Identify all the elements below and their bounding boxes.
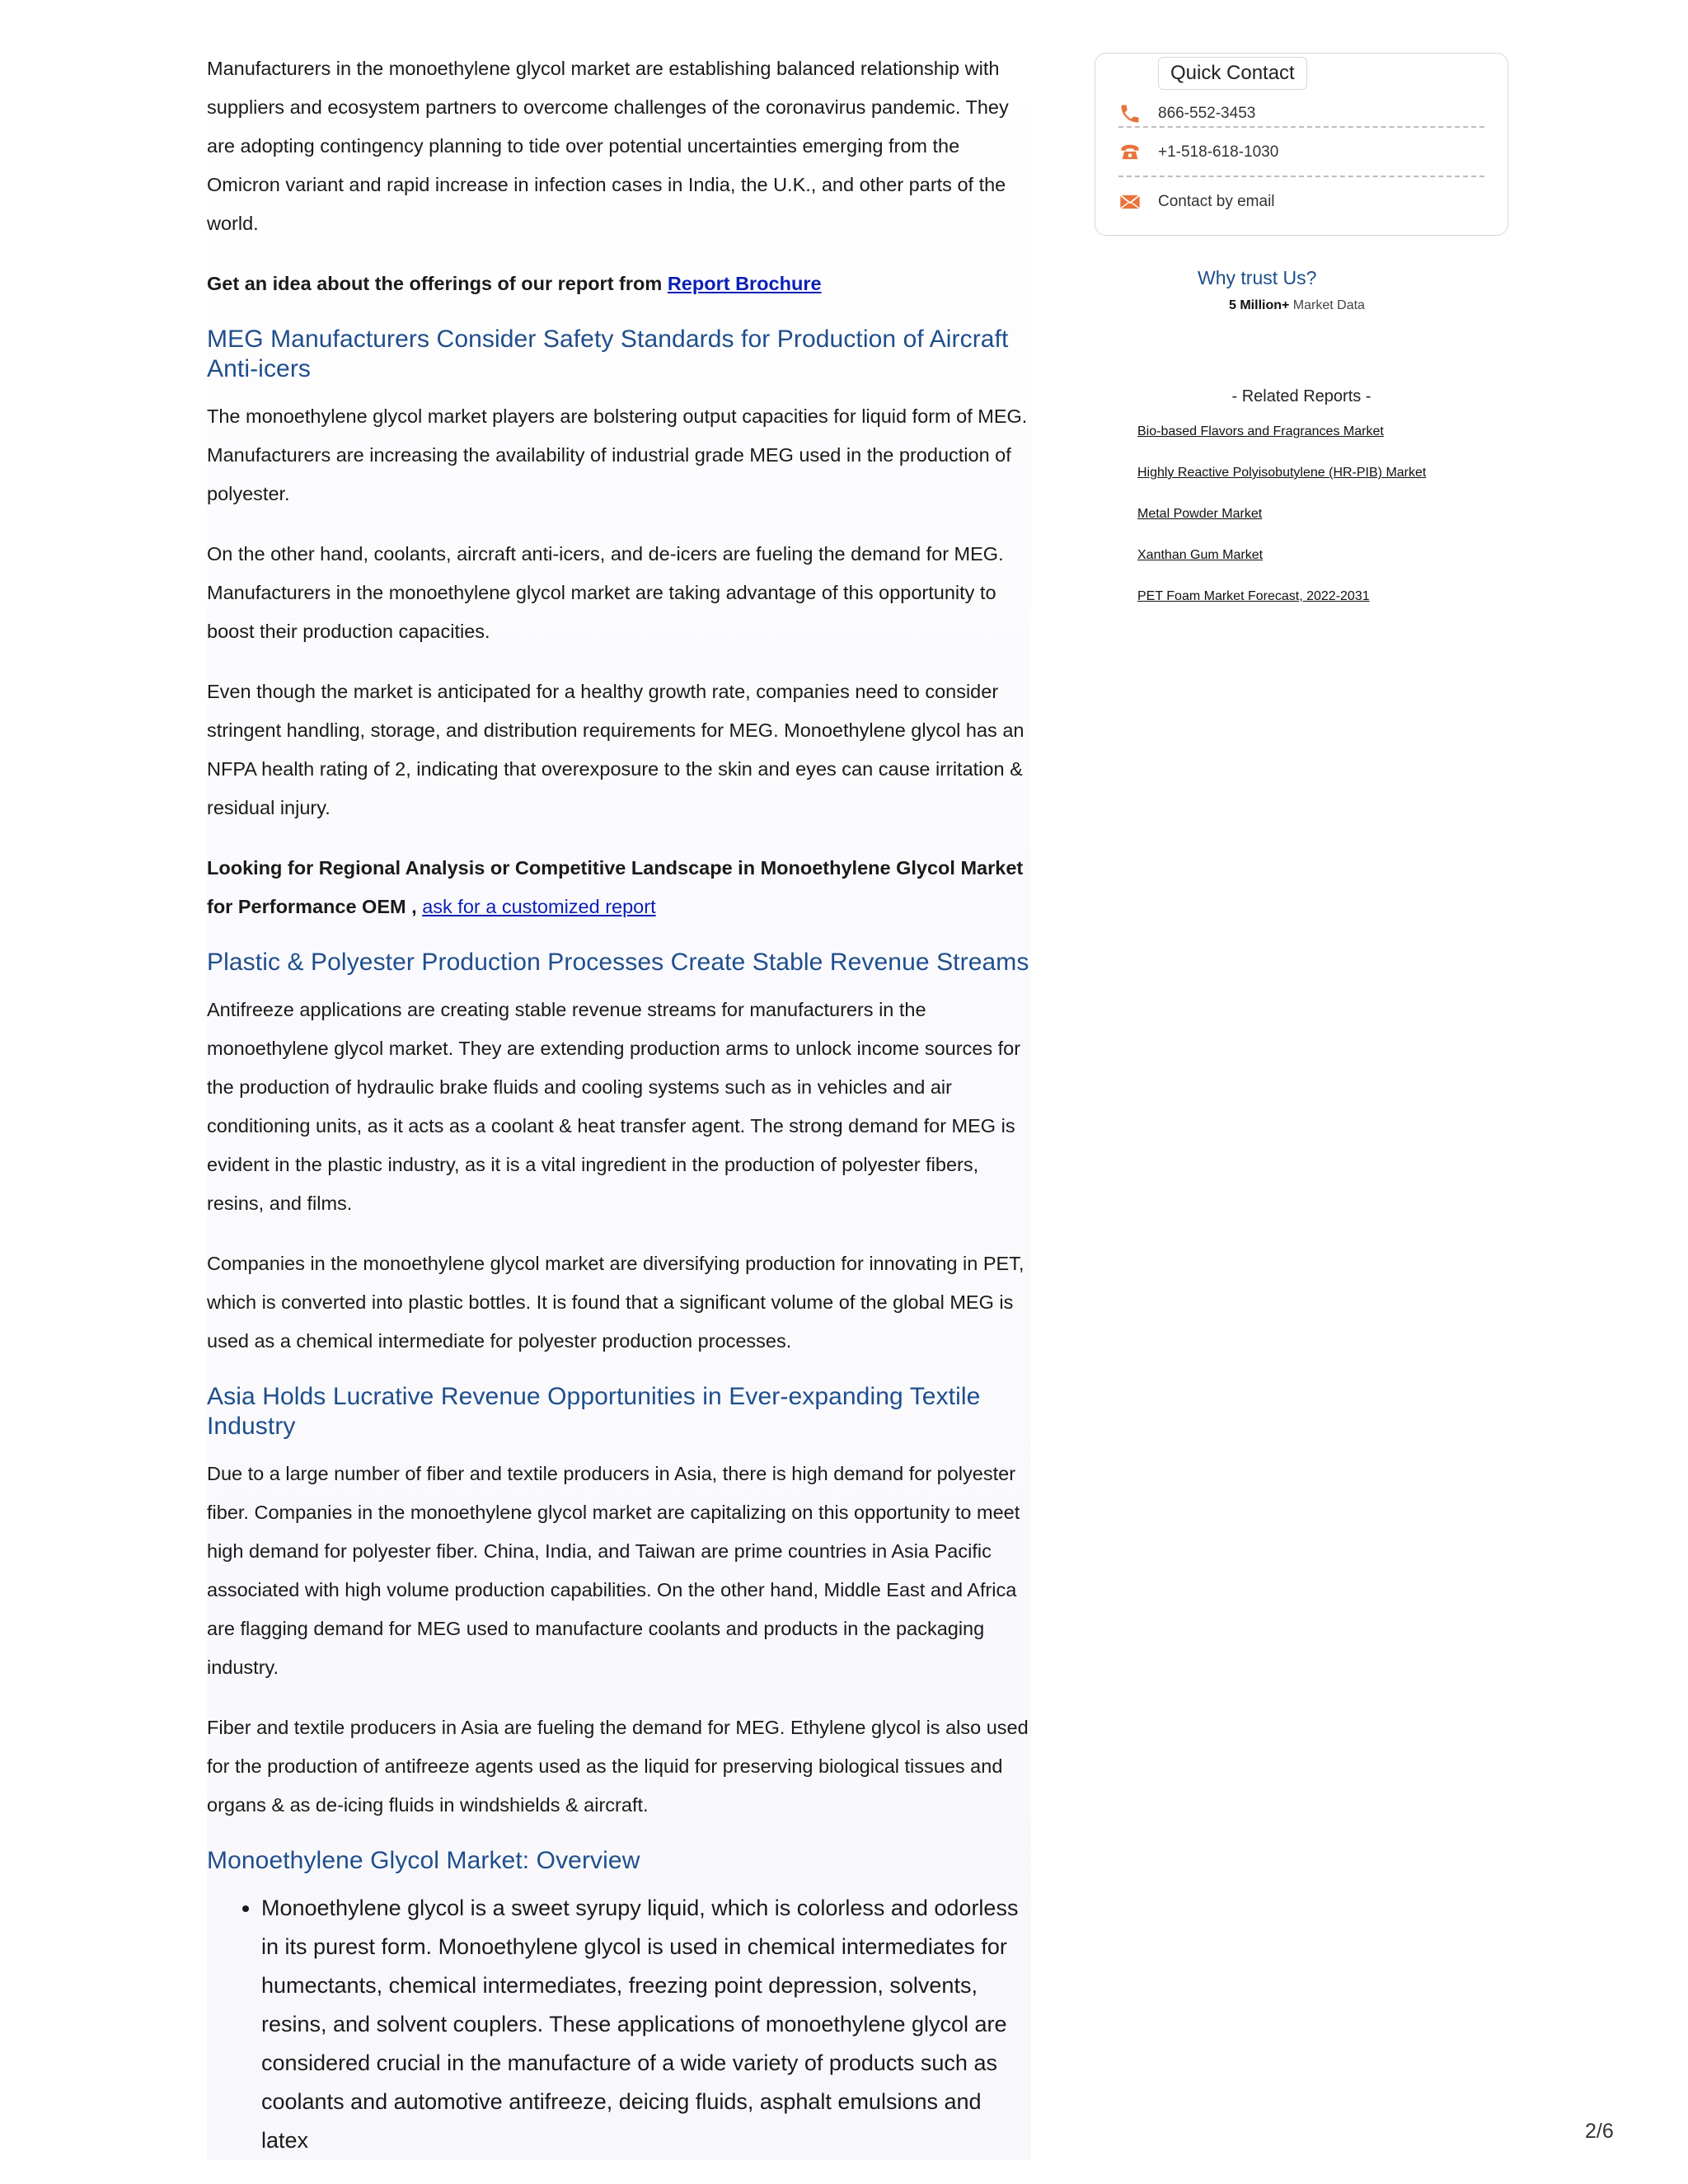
related-reports bbox=[1095, 387, 1508, 630]
phone-row-2[interactable] bbox=[1118, 126, 1484, 177]
related-report-link[interactable]: PET Foam Market Forecast, 2022-2031 bbox=[1137, 589, 1370, 603]
quick-contact-box bbox=[1095, 53, 1508, 236]
related-report-link[interactable]: Bio-based Flavors and Fragrances Market bbox=[1137, 424, 1384, 438]
safety-paragraph-3: Even though the market is anticipated for a healthy growth rate, companies need to consider stringent handling, storage, and distribution requirements for MEG. Monoethylene glycol has an NFPA health rating of 2, indicating that overexposure to the skin and eyes can cause irritation & residual injury. bbox=[207, 681, 1025, 818]
report-brochure-link[interactable]: Report Brochure bbox=[667, 273, 822, 294]
related-report-link[interactable]: Xanthan Gum Market bbox=[1137, 548, 1264, 562]
email-icon bbox=[1118, 190, 1142, 213]
sidebar bbox=[1095, 53, 1508, 603]
contact-by-email: Contact by email bbox=[1158, 193, 1275, 210]
asia-paragraph-2: Fiber and textile producers in Asia are fueling the demand for MEG. Ethylene glycol is also used for the production of antifreeze agents used as the liquid for preserving biological tissues and organs & as de-icing fluids in windshields & aircraft. bbox=[207, 1717, 1029, 1816]
why-trust-title: Why trust Us? bbox=[1198, 267, 1317, 288]
brochure-lead-text: Get an idea about the offerings of our report from bbox=[207, 273, 663, 294]
phone-number-2: +1-518-618-1030 bbox=[1158, 143, 1279, 161]
related-report-link[interactable]: Highly Reactive Polyisobutylene (HR-PIB) Market bbox=[1137, 466, 1427, 480]
safety-paragraph-2: On the other hand, coolants, aircraft anti-icers, and de-icers are fueling the demand for MEG. Manufacturers in the monoethylene glycol market are taking advantage of this opportunity to boost their production capacities. bbox=[207, 543, 1004, 642]
market-data-stat bbox=[1229, 298, 1365, 313]
custom-report-callout bbox=[207, 849, 1031, 926]
overview-bullet: • Monoethylene glycol is a sweet syrupy liquid, which is colorless and odorless in its purest form. Monoethylene glycol is used in chemical intermediates for humectants, chemical intermediates, freezing point depression, solvents, resins, and solvent couplers. These applications of monoethylene glycol are considered crucial in the manufacture of a wide variety of products such as coolants and automotive antifreeze, deicing fluids, asphalt emulsions and latex bbox=[261, 1889, 1031, 2160]
phone-icon bbox=[1118, 102, 1142, 125]
telephone-icon bbox=[1118, 141, 1142, 164]
plastic-paragraph-1: Antifreeze applications are creating stable revenue streams for manufacturers in the monoethylene glycol market. They are extending production arms to unlock income sources for the production of hydraulic brake fluids and cooling systems such as in vehicles and air conditioning units, as it acts as a coolant & heat transfer agent. The strong demand for MEG is evident in the plastic industry, as it is a vital ingredient in the production of polyester fibers, resins, and films. bbox=[207, 999, 1021, 1214]
email-row[interactable] bbox=[1118, 176, 1484, 227]
section-heading-plastic: Plastic & Polyester Production Processes Create Stable Revenue Streams bbox=[207, 949, 1029, 976]
plastic-paragraph-2: Companies in the monoethylene glycol market are diversifying production for innovating in PET, which is converted into plastic bottles. It is found that a significant volume of the global MEG is used as a chemical intermediate for polyester production processes. bbox=[207, 1253, 1025, 1352]
phone-number-1: 866-552-3453 bbox=[1158, 105, 1256, 122]
brochure-callout bbox=[207, 265, 1031, 303]
section-heading-safety: MEG Manufacturers Consider Safety Standards for Production of Aircraft Anti-icers bbox=[207, 326, 1009, 382]
market-data-label: Market Data bbox=[1292, 298, 1365, 312]
overview-list bbox=[207, 1889, 1031, 2160]
related-report-link[interactable]: Metal Powder Market bbox=[1137, 507, 1263, 521]
section-heading-overview: Monoethylene Glycol Market: Overview bbox=[207, 1847, 640, 1874]
article-content bbox=[207, 49, 1031, 2160]
safety-paragraph-1: The monoethylene glycol market players are bolstering output capacities for liquid form of MEG. Manufacturers are increasing the availability of industrial grade MEG used in the production of polyester. bbox=[207, 405, 1028, 504]
quick-contact-title: Quick Contact bbox=[1158, 57, 1307, 90]
customized-report-link[interactable]: ask for a customized report bbox=[422, 896, 656, 917]
page-number: 2/6 bbox=[1585, 2120, 1614, 2143]
related-reports-heading: - Related Reports - bbox=[1231, 387, 1372, 405]
asia-paragraph-1: Due to a large number of fiber and textile producers in Asia, there is high demand for polyester fiber. Companies in the monoethylene glycol market are capitalizing on this opportunity to meet high demand for polyester fiber. China, India, and Taiwan are prime countries in Asia Pacific associated with high volume production capabilities. On the other hand, Middle East and Africa are flagging demand for MEG used to manufacture coolants and products in the packaging industry. bbox=[207, 1463, 1020, 1678]
market-data-count: 5 Million+ bbox=[1229, 298, 1290, 312]
section-heading-asia: Asia Holds Lucrative Revenue Opportunities in Ever-expanding Textile Industry bbox=[207, 1383, 981, 1440]
phone-row-1[interactable] bbox=[1118, 101, 1484, 126]
custom-report-lead-text: Looking for Regional Analysis or Competitive Landscape in Monoethylene Glycol Market for Performance OEM , bbox=[207, 857, 1024, 917]
intro-paragraph: Manufacturers in the monoethylene glycol market are establishing balanced relationship with suppliers and ecosystem partners to overcome challenges of the coronavirus pandemic. They are adopting contingency planning to tide over potential uncertainties emerging from the Omicron variant and rapid increase in infection cases in India, the U.K., and other parts of the world. bbox=[207, 58, 1009, 234]
